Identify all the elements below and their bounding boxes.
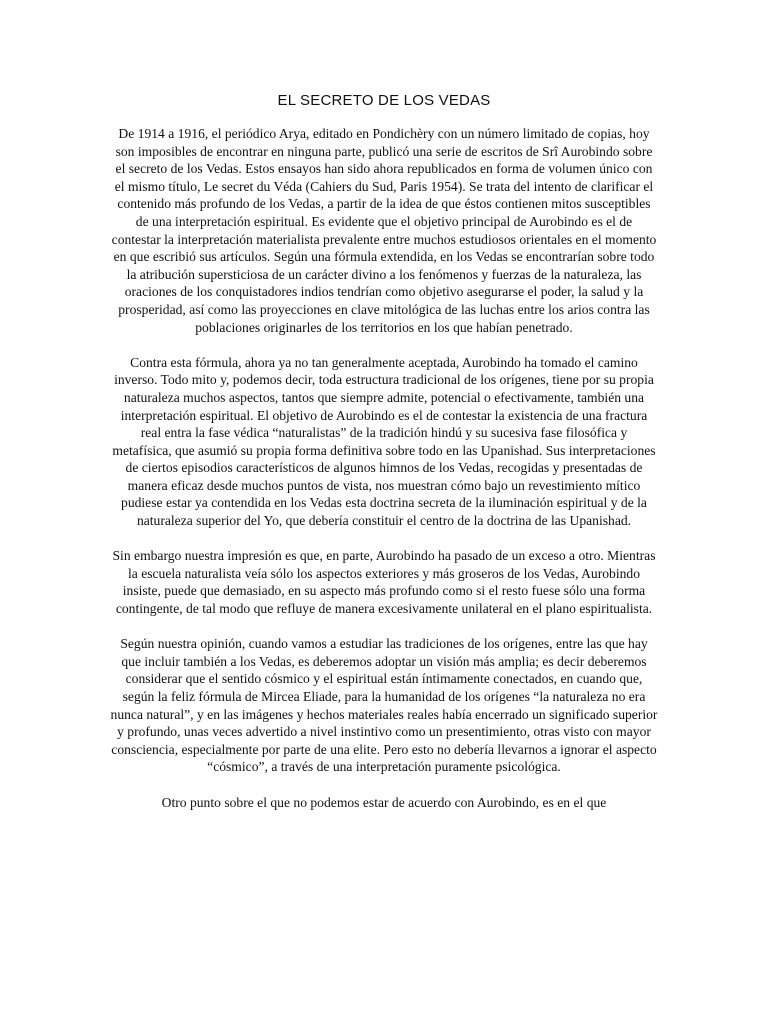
document-body — [110, 125, 658, 829]
paragraph-4: Según nuestra opinión, cuando vamos a estudiar las tradiciones de los orígenes, entre las que hay que incluir también a los Vedas, es deberemos adoptar un visión más amplia; es decir deberemos considerar que el sentido cósmico y el espiritual están íntimamente conectados, en cuando que, según la feliz fórmula de Mircea Eliade, para la humanidad de los orígenes “la naturaleza no era nunca natural”, y en las imágenes y hechos materiales reales había encerrado un significado superior y profundo, unas veces advertido a nivel instintivo como un presentimiento, otras visto con mayor consciencia, especialmente por parte de una elite. Pero esto no debería llevarnos a ignorar el aspecto “cósmico”, a través de una interpretación puramente psicológica. — [110, 636, 658, 775]
paragraph-5: Otro punto sobre el que no podemos estar de acuerdo con Aurobindo, es en el que — [161, 794, 607, 810]
paragraph-1: De 1914 a 1916, el periódico Arya, editado en Pondichèry con un número limitado de copias, hoy son imposibles de encontrar en ninguna parte, publicó una serie de escritos de Srî Aurobindo sobre el secreto de los Vedas. Estos ensayos han sido ahora republicados en forma de volumen único con el mismo título, Le secret du Véda (Cahiers du Sud, Paris 1954). Se trata del intento de clarificar el contenido más profundo de los Vedas, a partir de la idea de que éstos contienen mitos susceptibles de una interpretación espiritual. Es evidente que el objetivo principal de Aurobindo es el de contestar la interpretación materialista prevalente entre muchos estudiosos orientales en el momento en que escribió sus artículos. Según una fórmula extendida, en los Vedas se encontrarían sobre todo la atribución supersticiosa de un carácter divino a los fenómenos y fuerzas de la naturaleza, las oraciones de los conquistadores indios tendrían como objetivo asegurarse el poder, la salud y la prosperidad, así como las proyecciones en clave mitológica de las luchas entre los arios contra las poblaciones originarles de los territorios en los que habían penetrado. — [111, 126, 657, 335]
paragraph-3: Sin embargo nuestra impresión es que, en parte, Aurobindo ha pasado de un exceso a otro. Mientras la escuela naturalista veía sólo los aspectos exteriores y más groseros de los Vedas, Aurobindo insiste, puede que demasiado, en su aspecto más profundo como si el resto fuese sólo una forma contingente, de tal modo que refluye de manera excesivamente unilateral en el plano espiritualista. — [112, 548, 656, 617]
document-title: EL SECRETO DE LOS VEDAS — [277, 92, 491, 109]
paragraph-2: Contra esta fórmula, ahora ya no tan generalmente aceptada, Aurobindo ha tomado el camino inverso. Todo mito y, podemos decir, toda estructura tradicional de los orígenes, tiene por su propia naturaleza muchos aspectos, tantos que siempre admite, potencial o efectivamente, también una interpretación espiritual. El objetivo de Aurobindo es el de contestar la existencia de una fractura real entra la fase védica “naturalistas” de la tradición hindú y su sucesiva fase filosófica y metafísica, que asumió su propia forma definitiva sobre todo en las Upanishad. Sus interpretaciones de ciertos episodios característicos de algunos himnos de los Vedas, recogidas y presentadas de manera eficaz desde muchos puntos de vista, nos muestran cómo bajo un revestimiento mítico pudiese estar ya contendida en los Vedas esta doctrina secreta de la iluminación espiritual y de la naturaleza superior del Yo, que debería constituir el centro de la doctrina de las Upanishad. — [112, 354, 656, 529]
